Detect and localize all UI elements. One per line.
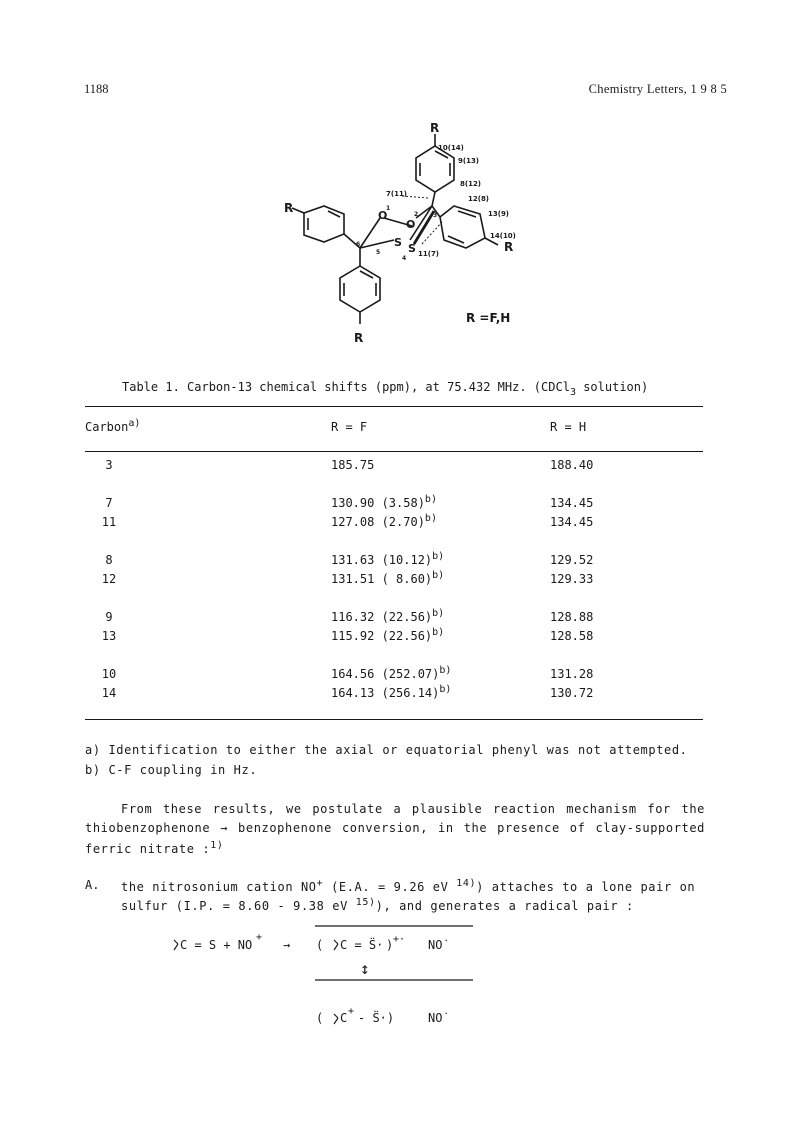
cell-rf: 130.90 $(3.58)^{b)}$ [331,494,437,510]
footnote-a: a) Identification to either the axial or equatorial phenyl was not attempted. [85,743,688,757]
r-label-left: R [284,201,294,215]
cell-carbon: 9 [105,610,113,624]
pos-9-13: 9(13) [458,157,480,165]
paragraph-line-1: From these results, we postulate a plausible reaction mechanism for the [121,802,705,816]
scheme-bracket2-carbon: C [340,1011,348,1025]
valence-mark [334,940,338,950]
scheme-bracket1-charge: +· [393,934,406,945]
cell-rh: 128.88 [550,610,594,624]
valence-mark [334,1014,338,1024]
table-rule-bottom [85,719,703,720]
substituent-legend: R =F,H [466,311,511,325]
r-label-right: R [504,240,514,254]
pos-s5: 5 [376,249,381,256]
paragraph-line-3: ferric nitrate :$^{1)}$ [85,840,224,856]
item-a-label: A. [85,878,100,892]
pos-s4: 4 [402,255,407,262]
scheme-bracket1-close: ) [386,938,394,952]
scheme-bracket1-open: ( [316,938,324,952]
reaction-scheme [170,918,480,1028]
cell-rh: 134.45 [550,496,594,510]
atom-s4: S [408,242,416,255]
cell-carbon: 3 [105,458,113,472]
pos-10-14: 10(14) [438,144,464,152]
cell-rh: 129.33 [550,572,594,586]
scheme-bracket2-rest: - S̈·) [358,1011,395,1025]
cell-rh: 134.45 [550,515,594,529]
cell-rf: 185.75 [331,458,375,472]
header-carbon: Carbon$^{a)}$ [85,418,141,434]
scheme-reactant-charge: + [256,932,263,943]
header-rh: R = H [550,420,587,434]
page-number: 1188 [84,82,109,96]
cell-carbon: 10 [101,667,117,681]
scheme-bracket1-body: C = S̈· [340,938,384,952]
cell-carbon: 7 [105,496,113,510]
pos-8-12: 8(12) [460,180,482,188]
cell-carbon: 11 [101,515,117,529]
cell-rf: 116.32 $(22.56)^{b)}$ [331,608,445,624]
r-label-bottom: R [354,331,364,345]
scheme-resonance-arrow: ↕ [360,959,370,978]
cell-rf: 131.63 $(10.12)^{b)}$ [331,551,445,567]
cell-rf: 131.51 ( 8.60)$^{b)}$ [331,570,445,586]
r-label-top: R [430,121,440,135]
journal-header: Chemistry Letters, 1 9 8 5 [588,82,727,96]
cell-rh: 130.72 [550,686,594,700]
scheme-no-radical-2: NO˙ [428,1011,450,1025]
pos-o2: 2 [414,211,419,218]
paragraph-line-2: thiobenzophenone → benzophenone conversion, in the presence of clay-supported [85,821,705,835]
cell-carbon: 8 [105,553,113,567]
scheme-reactant: C = S + NO [180,938,253,952]
pos-14-10: 14(10) [490,232,516,240]
pos-c3: 3 [433,212,438,219]
cell-carbon: 14 [101,686,117,700]
table-rule-header [85,451,703,452]
pos-o1: 1 [386,205,391,212]
scheme-bracket2-open: ( [316,1011,324,1025]
atom-s5: S [394,236,402,249]
footnote-b: b) C-F coupling in Hz. [85,763,258,777]
cell-rh: 129.52 [550,553,594,567]
scheme-bracket2-charge: + [348,1006,355,1017]
cell-rf: 115.92 $(22.56)^{b)}$ [331,627,445,643]
pos-c6: 6 [356,241,361,248]
pos-11-7: 11(7) [418,250,440,258]
header-rf: R = F [331,420,368,434]
pos-12-8: 12(8) [468,195,490,203]
valence-mark [174,940,178,950]
pos-7-11: 7(11) [386,190,408,198]
item-a-line-2: sulfur (I.P. = 8.60 - 9.38 eV $^{15)}$), and generates a radical pair : [121,897,634,913]
cell-rf: 164.13 $(256.14)^{b)}$ [331,684,452,700]
atom-o1: O [378,209,388,222]
scheme-arrow: → [283,938,291,952]
table-caption: Table 1. Carbon-13 chemical shifts (ppm), at 75.432 MHz. (CDCl$_3$ solution) [122,380,649,398]
pos-13-9: 13(9) [488,210,510,218]
cell-carbon: 13 [101,629,117,643]
table-rule-top [85,406,703,407]
cell-carbon: 12 [101,572,117,586]
atom-o2: O [406,218,416,231]
cell-rh: 131.28 [550,667,594,681]
cell-rh: 188.40 [550,458,594,472]
chemical-structure [272,118,542,350]
cell-rf: 164.56 $(252.07)^{b)}$ [331,665,452,681]
cell-rf: 127.08 $(2.70)^{b)}$ [331,513,437,529]
cell-rh: 128.58 [550,629,594,643]
item-a-line-1: the nitrosonium cation NO+ (E.A. = 9.26 eV $^{14)}$) attaches to a lone pair on [121,878,696,894]
scheme-no-radical: NO˙ [428,938,450,952]
